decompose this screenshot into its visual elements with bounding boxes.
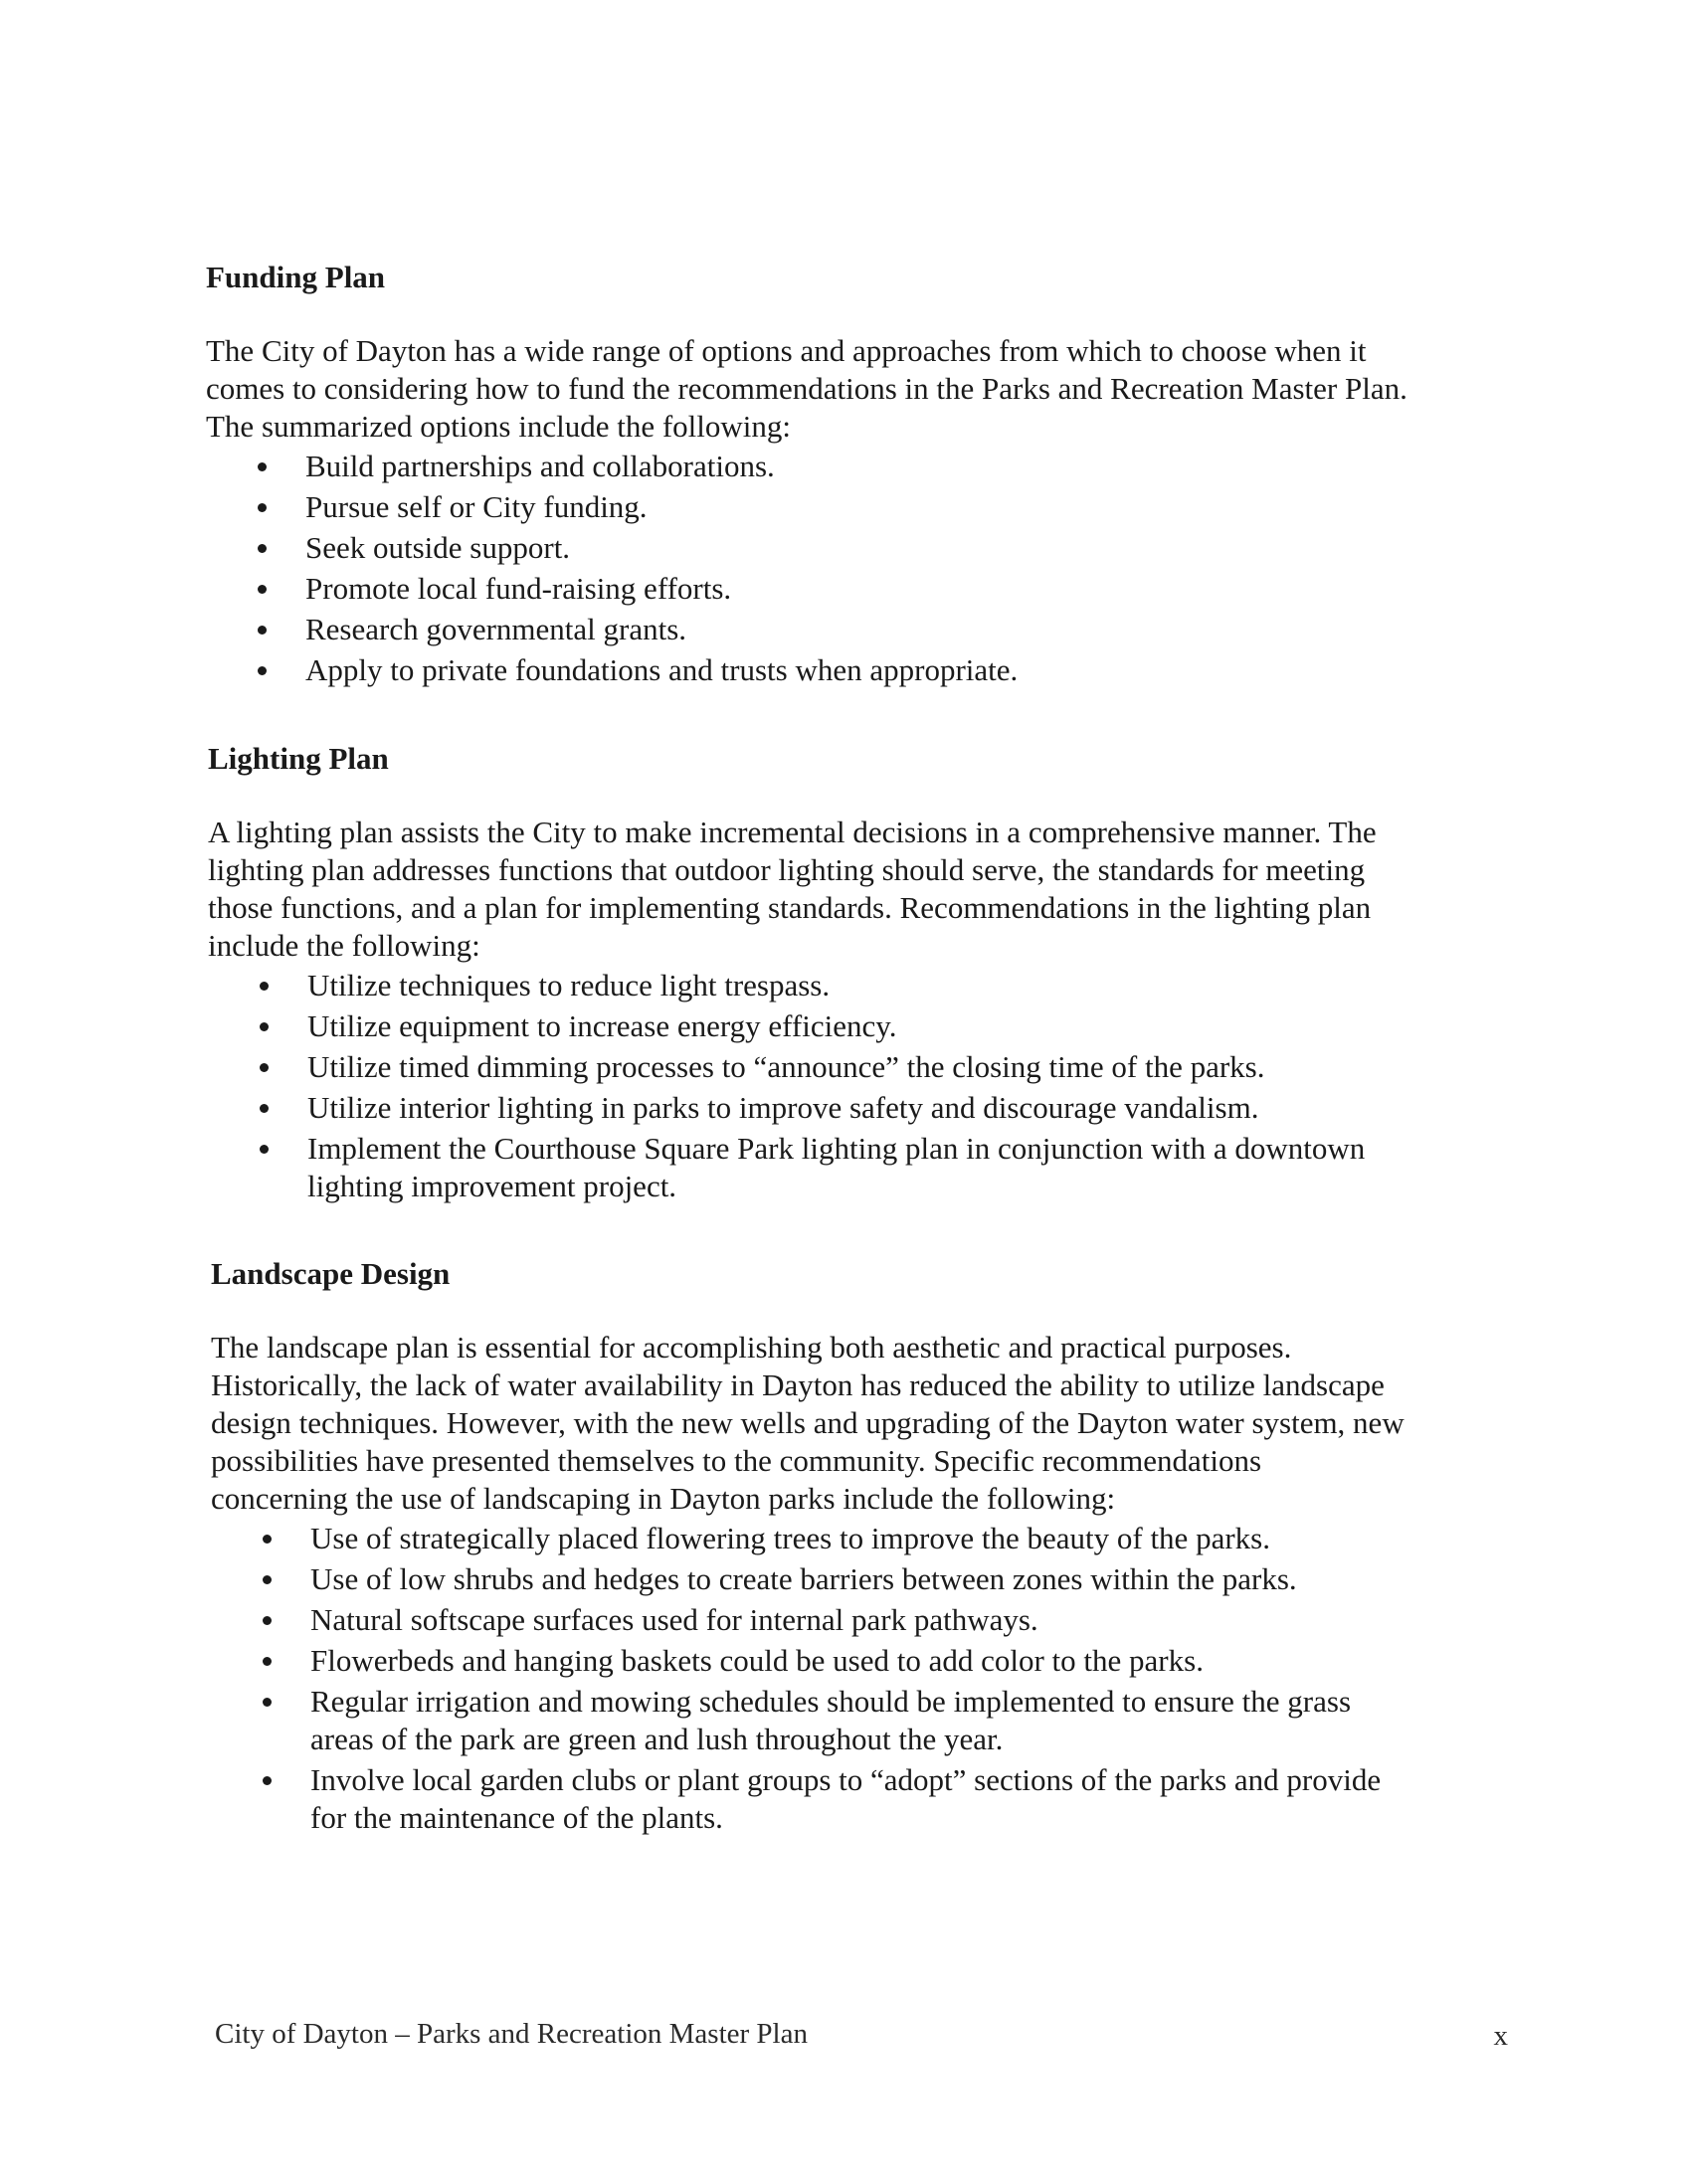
bullet-icon: [263, 1535, 272, 1544]
paragraph-landscape-intro: [211, 1329, 1689, 1518]
paragraph-line: include the following:: [208, 928, 480, 963]
list-item-text: Promote local fund-raising efforts.: [305, 571, 732, 606]
bullet-icon: [263, 1575, 272, 1584]
paragraph-line: A lighting plan assists the City to make incremental decisions in a comprehensive manner. The: [208, 815, 1377, 849]
heading-landscape-design: Landscape Design: [211, 1256, 451, 1291]
list-item-text: Regular irrigation and mowing schedules should be implemented to ensure the grass: [310, 1684, 1352, 1719]
list-item-text: Pursue self or City funding.: [305, 489, 648, 524]
list-item: [208, 1130, 1689, 1205]
list-item-text: Use of strategically placed flowering trees to improve the beauty of the parks.: [310, 1521, 1270, 1555]
bullet-icon: [258, 462, 267, 471]
bullet-icon: [260, 1063, 269, 1072]
list-item-text: Utilize techniques to reduce light trespass.: [307, 968, 831, 1002]
paragraph-line: possibilities have presented themselves to the community. Specific recommendations: [211, 1443, 1262, 1478]
heading-lighting-plan: Lighting Plan: [208, 741, 389, 776]
paragraph-line: those functions, and a plan for implementing standards. Recommendations in the lighting plan: [208, 890, 1372, 925]
bullet-icon: [263, 1776, 272, 1785]
footer-page-number: x: [1493, 2020, 1508, 2052]
list-item-text: Utilize interior lighting in parks to improve safety and discourage vandalism.: [307, 1090, 1259, 1125]
paragraph-line: lighting plan addresses functions that outdoor lighting should serve, the standards for meeting: [208, 852, 1366, 887]
bullet-icon: [263, 1657, 272, 1666]
paragraph-line: concerning the use of landscaping in Dayton parks include the following:: [211, 1481, 1116, 1516]
bullet-icon: [260, 1104, 269, 1113]
paragraph-funding-intro: [206, 332, 1689, 446]
list-item: [206, 570, 1689, 608]
paragraph-line: design techniques. However, with the new wells and upgrading of the Dayton water system, new: [211, 1405, 1405, 1440]
list-item: [211, 1520, 1689, 1557]
paragraph-line: The landscape plan is essential for accomplishing both aesthetic and practical purposes.: [211, 1330, 1292, 1365]
paragraph-line: Historically, the lack of water availability in Dayton has reduced the ability to utilize landscape: [211, 1367, 1385, 1402]
bullet-icon: [258, 666, 267, 675]
list-item: [206, 651, 1689, 689]
paragraph-line: The City of Dayton has a wide range of options and approaches from which to choose when it: [206, 333, 1367, 368]
list-item: [211, 1601, 1689, 1639]
list-item: [206, 488, 1689, 526]
bullet-icon: [258, 503, 267, 512]
bullet-icon: [258, 626, 267, 635]
list-item-text: Flowerbeds and hanging baskets could be used to add color to the parks.: [310, 1643, 1204, 1678]
list-item-text: for the maintenance of the plants.: [310, 1800, 723, 1835]
bullet-icon: [258, 585, 267, 594]
list-item: [206, 611, 1689, 648]
list-item-text: areas of the park are green and lush throughout the year.: [310, 1722, 1004, 1756]
list-item-text: Apply to private foundations and trusts when appropriate.: [305, 652, 1019, 687]
bullet-list-lighting: [208, 967, 1689, 1205]
list-item-text: Build partnerships and collaborations.: [305, 449, 775, 483]
list-item-text: Utilize equipment to increase energy efficiency.: [307, 1008, 897, 1043]
paragraph-lighting-intro: [208, 814, 1689, 965]
paragraph-line: comes to considering how to fund the recommendations in the Parks and Recreation Master Plan.: [206, 371, 1408, 406]
list-item: [211, 1761, 1689, 1837]
list-item-text: Implement the Courthouse Square Park lighting plan in conjunction with a downtown: [307, 1131, 1366, 1166]
bullet-list-landscape: [211, 1520, 1689, 1837]
bullet-icon: [260, 982, 269, 991]
list-item: [208, 1048, 1689, 1086]
paragraph-line: The summarized options include the following:: [206, 409, 792, 444]
bullet-icon: [263, 1616, 272, 1625]
list-item-text: Research governmental grants.: [305, 612, 687, 646]
list-item-text: Utilize timed dimming processes to “announce” the closing time of the parks.: [307, 1049, 1265, 1084]
list-item: [208, 1007, 1689, 1045]
bullet-icon: [263, 1698, 272, 1707]
section-landscape-design: [0, 1255, 1689, 1840]
list-item: [206, 529, 1689, 567]
bullet-list-funding: [206, 448, 1689, 689]
list-item-text: Seek outside support.: [305, 530, 571, 565]
list-item: [211, 1560, 1689, 1598]
list-item-text: Involve local garden clubs or plant groups to “adopt” sections of the parks and provide: [310, 1762, 1382, 1797]
bullet-icon: [260, 1022, 269, 1031]
list-item: [208, 967, 1689, 1004]
bullet-icon: [260, 1145, 269, 1154]
list-item: [211, 1683, 1689, 1758]
bullet-icon: [258, 544, 267, 553]
heading-funding-plan: Funding Plan: [206, 260, 386, 294]
section-funding-plan: [0, 259, 1689, 692]
list-item-text: lighting improvement project.: [307, 1169, 677, 1203]
footer-title: City of Dayton – Parks and Recreation Master Plan: [215, 2018, 808, 2050]
list-item: [211, 1642, 1689, 1680]
list-item: [206, 448, 1689, 485]
list-item: [208, 1089, 1689, 1127]
section-lighting-plan: [0, 740, 1689, 1208]
list-item-text: Use of low shrubs and hedges to create barriers between zones within the parks.: [310, 1561, 1297, 1596]
list-item-text: Natural softscape surfaces used for internal park pathways.: [310, 1602, 1038, 1637]
